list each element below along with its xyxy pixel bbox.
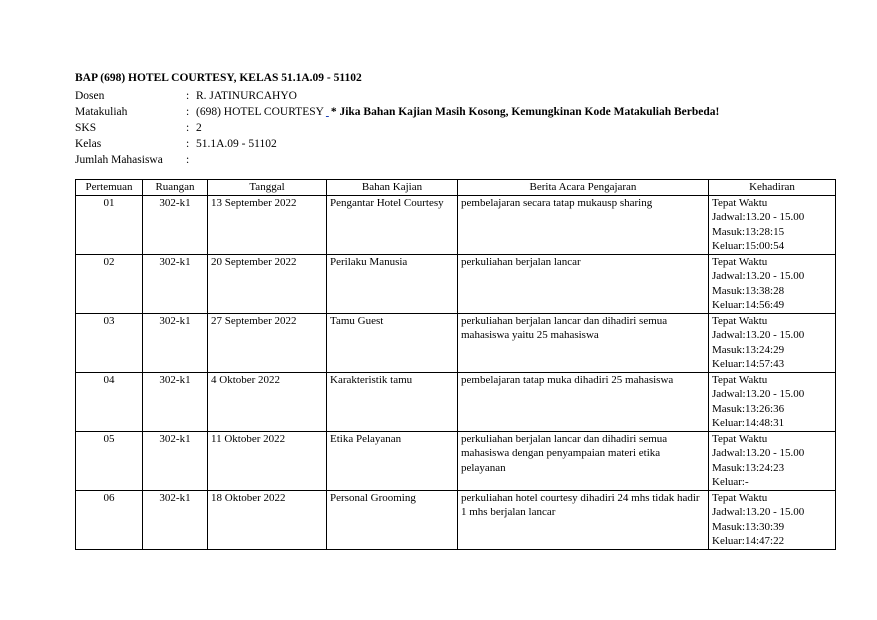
header-berita-acara: Berita Acara Pengajaran	[458, 180, 709, 196]
cell-berita-acara: pembelajaran secara tatap mukausp sharing	[458, 195, 709, 254]
kehadiran-masuk: Masuk:13:28:15	[712, 225, 785, 238]
kehadiran-jadwal: Jadwal:13.20 - 15.00	[712, 329, 805, 341]
cell-berita-acara: perkuliahan hotel courtesy dihadiri 24 mhs tidak hadir 1 mhs berjalan lancar	[458, 490, 709, 549]
kehadiran-keluar: Keluar:15:00:54	[712, 240, 785, 252]
cell-kehadiran	[709, 195, 836, 254]
kehadiran-keluar: Keluar:-	[712, 476, 749, 488]
kehadiran-jadwal: Jadwal:13.20 - 15.00	[712, 211, 805, 223]
colon: :	[186, 90, 190, 102]
kehadiran-masuk: Masuk:13:24:29	[712, 343, 785, 356]
table-header-row	[76, 180, 836, 196]
kehadiran-status: Tepat Waktu	[712, 432, 768, 445]
header-pertemuan: Pertemuan	[76, 180, 143, 196]
kehadiran-jadwal: Jadwal:13.20 - 15.00	[712, 388, 805, 400]
cell-berita-acara: perkuliahan berjalan lancar dan dihadiri semua mahasiswa yaitu 25 mahasiswa	[458, 313, 709, 372]
kehadiran-status: Tepat Waktu	[712, 196, 768, 209]
cell-bahan-kajian: Perilaku Manusia	[327, 254, 458, 313]
kehadiran-masuk: Masuk:13:30:39	[712, 520, 785, 533]
kehadiran-keluar: Keluar:14:56:49	[712, 299, 785, 311]
cell-ruangan: 302-k1	[143, 195, 208, 254]
cell-kehadiran	[709, 372, 836, 431]
meta-jumlah	[75, 152, 835, 168]
kehadiran-jadwal: Jadwal:13.20 - 15.00	[712, 506, 805, 518]
cell-ruangan: 302-k1	[143, 490, 208, 549]
kehadiran-keluar: Keluar:14:48:31	[712, 417, 785, 429]
table-row	[76, 431, 836, 490]
kehadiran-status: Tepat Waktu	[712, 491, 768, 504]
dosen-label: Dosen	[75, 90, 105, 102]
cell-tanggal: 4 Oktober 2022	[208, 372, 327, 431]
table-row	[76, 313, 836, 372]
kehadiran-jadwal: Jadwal:13.20 - 15.00	[712, 270, 805, 282]
cell-berita-acara: pembelajaran tatap muka dihadiri 25 mahasiswa	[458, 372, 709, 431]
cell-pertemuan: 03	[76, 313, 143, 372]
colon: :	[186, 106, 190, 118]
cell-tanggal: 18 Oktober 2022	[208, 490, 327, 549]
header-bahan-kajian: Bahan Kajian	[327, 180, 458, 196]
kehadiran-status: Tepat Waktu	[712, 373, 768, 386]
kelas-value: 51.1A.09 - 51102	[196, 138, 277, 150]
table-row	[76, 254, 836, 313]
kehadiran-status: Tepat Waktu	[712, 255, 768, 268]
cell-pertemuan: 06	[76, 490, 143, 549]
cell-tanggal: 20 September 2022	[208, 254, 327, 313]
cell-kehadiran	[709, 313, 836, 372]
matakuliah-value: (698) HOTEL COURTESY	[196, 106, 324, 118]
cell-ruangan: 302-k1	[143, 372, 208, 431]
kehadiran-status: Tepat Waktu	[712, 314, 768, 327]
table-row	[76, 372, 836, 431]
cell-berita-acara: perkuliahan berjalan lancar dan dihadiri semua mahasiswa dengan penyampaian materi etika pelayanan	[458, 431, 709, 490]
cell-ruangan: 302-k1	[143, 254, 208, 313]
colon: :	[186, 154, 190, 166]
cell-bahan-kajian: Personal Grooming	[327, 490, 458, 549]
jumlah-value	[196, 152, 835, 168]
cell-kehadiran	[709, 490, 836, 549]
meta-dosen	[75, 88, 835, 104]
cell-pertemuan: 01	[76, 195, 143, 254]
matakuliah-link[interactable]	[324, 106, 331, 118]
dosen-value: R. JATINURCAHYO	[196, 90, 297, 102]
kelas-label: Kelas	[75, 138, 102, 150]
attendance-table	[75, 179, 836, 550]
meta-sks	[75, 120, 835, 136]
kehadiran-masuk: Masuk:13:26:36	[712, 402, 785, 415]
header-kehadiran: Kehadiran	[709, 180, 836, 196]
header-tanggal: Tanggal	[208, 180, 327, 196]
matakuliah-note: * Jika Bahan Kajian Masih Kosong, Kemungkinan Kode Matakuliah Berbeda!	[330, 106, 720, 118]
matakuliah-label: Matakuliah	[75, 106, 128, 118]
cell-bahan-kajian: Pengantar Hotel Courtesy	[327, 195, 458, 254]
cell-ruangan: 302-k1	[143, 313, 208, 372]
cell-pertemuan: 02	[76, 254, 143, 313]
cell-tanggal: 11 Oktober 2022	[208, 431, 327, 490]
meta-info	[75, 88, 835, 168]
cell-ruangan: 302-k1	[143, 431, 208, 490]
document	[75, 70, 835, 550]
cell-pertemuan: 05	[76, 431, 143, 490]
kehadiran-keluar: Keluar:14:57:43	[712, 358, 785, 370]
sks-label: SKS	[75, 122, 97, 134]
cell-bahan-kajian: Etika Pelayanan	[327, 431, 458, 490]
kehadiran-masuk: Masuk:13:38:28	[712, 284, 785, 297]
cell-pertemuan: 04	[76, 372, 143, 431]
cell-bahan-kajian: Karakteristik tamu	[327, 372, 458, 431]
kehadiran-masuk: Masuk:13:24:23	[712, 461, 785, 474]
cell-bahan-kajian: Tamu Guest	[327, 313, 458, 372]
header-ruangan: Ruangan	[143, 180, 208, 196]
table-row	[76, 195, 836, 254]
kehadiran-jadwal: Jadwal:13.20 - 15.00	[712, 447, 805, 459]
colon: :	[186, 138, 190, 150]
cell-tanggal: 13 September 2022	[208, 195, 327, 254]
table-row	[76, 490, 836, 549]
sks-value: 2	[196, 122, 202, 134]
colon: :	[186, 122, 190, 134]
cell-berita-acara: perkuliahan berjalan lancar	[458, 254, 709, 313]
jumlah-label: Jumlah Mahasiswa	[75, 154, 163, 166]
kehadiran-keluar: Keluar:14:47:22	[712, 535, 785, 547]
matakuliah-value-wrap	[196, 104, 835, 120]
meta-matakuliah	[75, 104, 835, 120]
document-title: BAP (698) HOTEL COURTESY, KELAS 51.1A.09 - 51102	[75, 72, 362, 84]
meta-kelas	[75, 136, 835, 152]
cell-kehadiran	[709, 254, 836, 313]
cell-kehadiran	[709, 431, 836, 490]
cell-tanggal: 27 September 2022	[208, 313, 327, 372]
